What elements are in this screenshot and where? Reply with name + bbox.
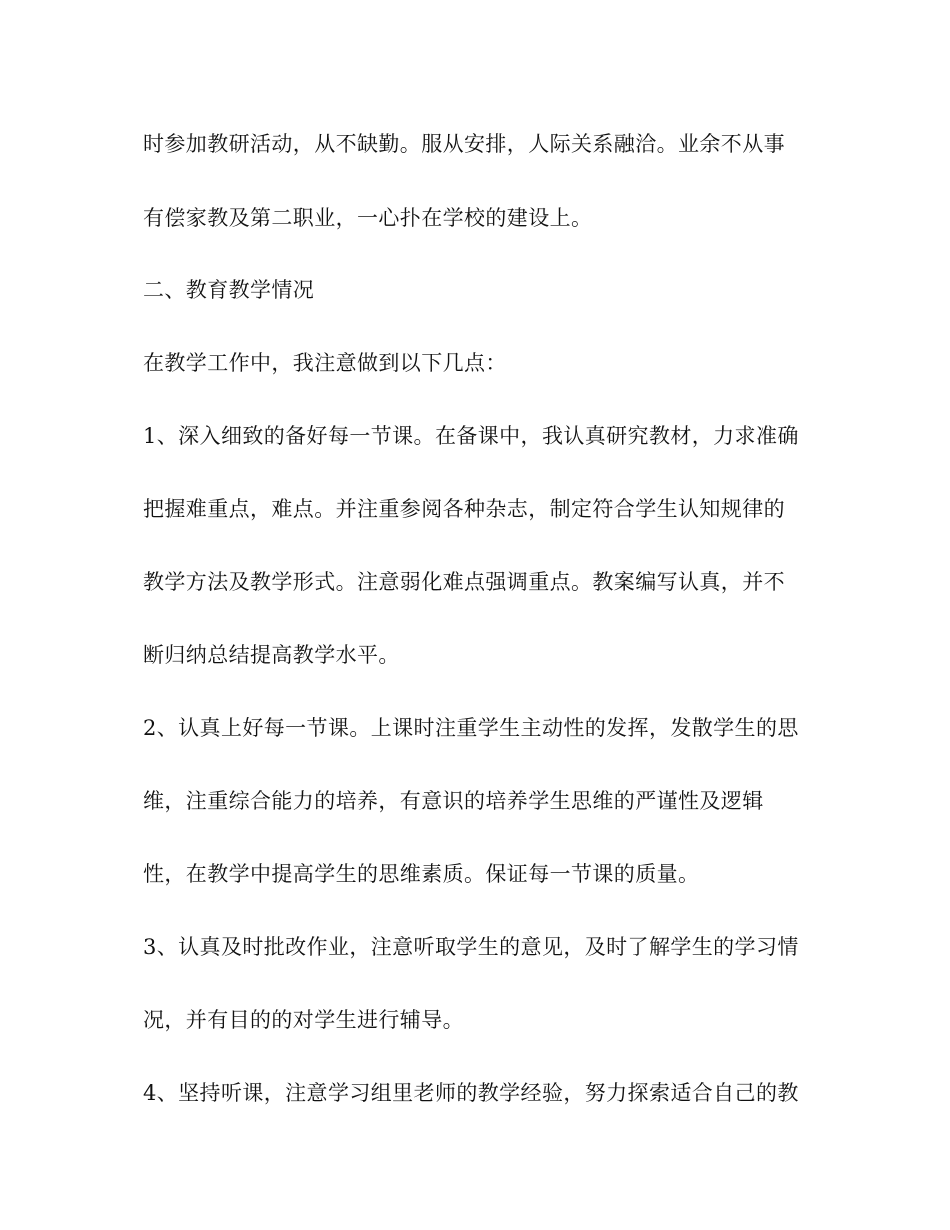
list-item-4-line: 4、坚持听课，注意学习组里老师的教学经验，努力探索适合自己的教: [143, 1081, 799, 1105]
list-item-3-line: 3、认真及时批改作业，注意听取学生的意见，及时了解学生的学习情: [143, 935, 799, 959]
body-text-line: 有偿家教及第二职业，一心扑在学校的建设上。: [143, 206, 593, 230]
list-item-1-line: 1、深入细致的备好每一节课。在备课中，我认真研究教材，力求准确: [143, 424, 799, 448]
list-item-2-line: 性，在教学中提高学生的思维素质。保证每一节课的质量。: [143, 862, 700, 886]
body-text-line: 时参加教研活动，从不缺勤。服从安排，人际关系融洽。业余不从事: [143, 132, 785, 156]
list-item-2-line: 维，注重综合能力的培养，有意识的培养学生思维的严谨性及逻辑: [143, 789, 764, 813]
body-text-line: 在教学工作中，我注意做到以下几点：: [143, 351, 507, 375]
list-item-2-line: 2、认真上好每一节课。上课时注重学生主动性的发挥，发散学生的思: [143, 716, 799, 740]
section-heading: 二、教育教学情况: [143, 278, 315, 302]
list-item-3-line: 况，并有目的的对学生进行辅导。: [143, 1008, 464, 1032]
list-item-1-line: 把握难重点，难点。并注重参阅各种杂志，制定符合学生认知规律的: [143, 497, 785, 521]
list-item-1-line: 教学方法及教学形式。注意弱化难点强调重点。教案编写认真，并不: [143, 570, 785, 594]
list-item-1-line: 断归纳总结提高教学水平。: [143, 643, 400, 667]
